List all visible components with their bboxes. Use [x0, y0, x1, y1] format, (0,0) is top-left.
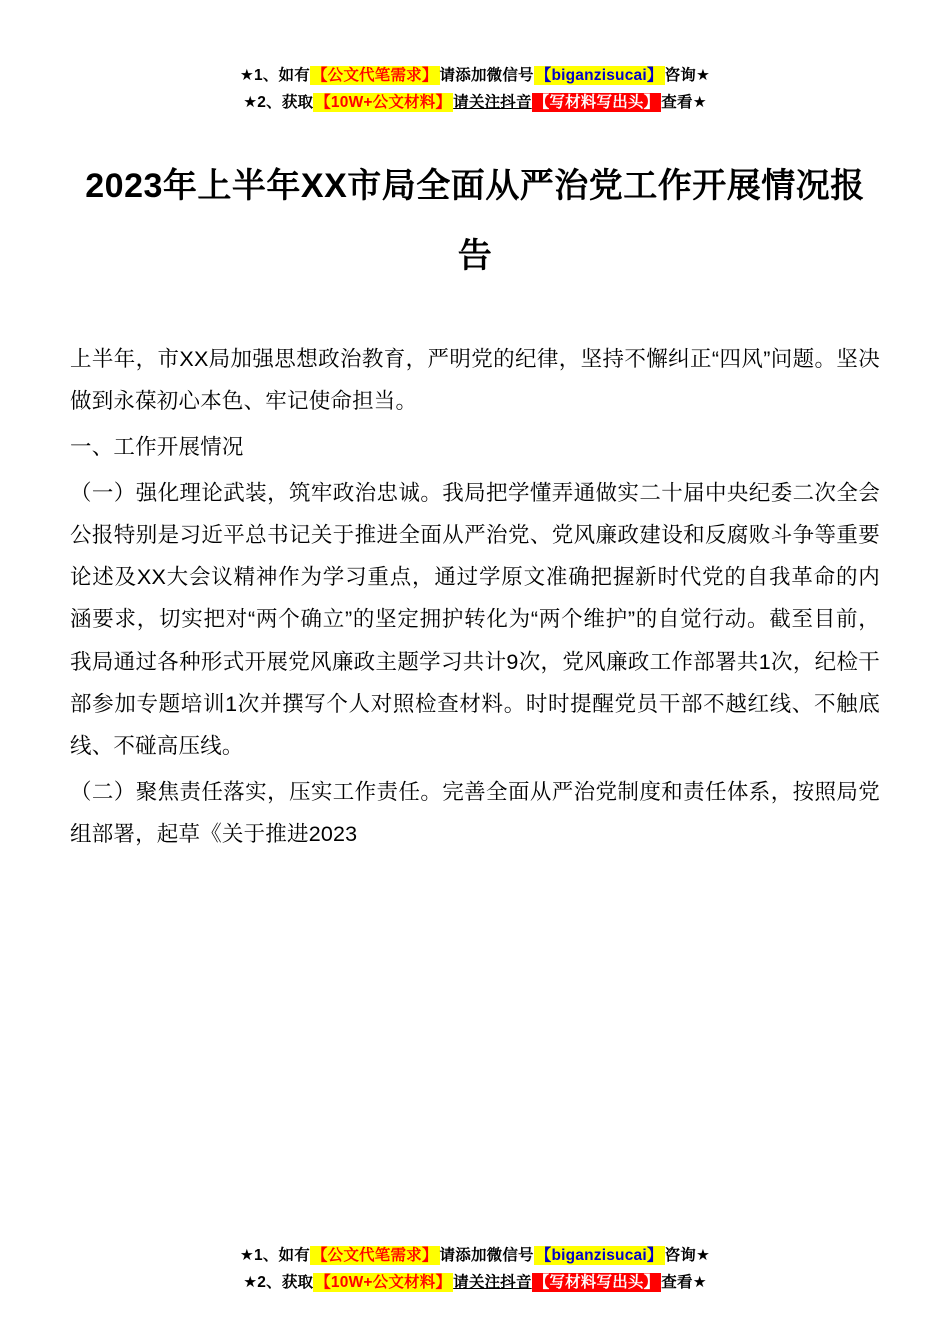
promo-top-line1-mid: 请添加微信号 — [439, 67, 534, 84]
promo-bottom-line2-highlight1: 【10W+公文材料】 — [315, 1273, 452, 1291]
promo-banner-bottom-line2 — [0, 1269, 950, 1296]
promo-top-line1-highlight1: 【公文代笔需求】 — [311, 67, 438, 84]
promo-top-line2-mid: 请关注抖音 — [453, 94, 532, 112]
paragraph-intro: 上半年，市XX局加强思想政治教育，严明党的纪律，坚持不懈纠正“四风”问题。坚决做到永葆初心本色、牢记使命担当。 — [70, 346, 880, 413]
promo-top-line2-highlight1: 【10W+公文材料】 — [315, 94, 452, 112]
promo-bottom-line1-highlight2: 【biganzisucai】 — [535, 1246, 663, 1264]
paragraph-1-2: （二）聚焦责任落实，压实工作责任。完善全面从严治党制度和责任体系，按照局党组部署，起草《关于推进2023 — [70, 779, 880, 846]
promo-top-line2-highlight2: 【写材料写出头】 — [533, 94, 660, 112]
promo-banner-top — [0, 0, 950, 116]
promo-bottom-line1-suffix: 咨询★ — [664, 1246, 711, 1264]
promo-banner-bottom — [0, 1242, 950, 1296]
promo-top-line1-prefix: ★1、如有 — [239, 67, 310, 84]
promo-bottom-line2-prefix: ★2、获取 — [243, 1273, 314, 1291]
promo-bottom-line2-suffix: 查看★ — [661, 1273, 707, 1291]
section-heading-1: 一、工作开展情况 — [70, 434, 244, 459]
page-title: 2023年上半年XX市局全面从严治党工作开展情况报告 — [85, 167, 865, 275]
promo-top-line2-prefix: ★2、获取 — [243, 94, 314, 112]
promo-bottom-line1-prefix: ★1、如有 — [239, 1246, 310, 1264]
promo-bottom-line1-highlight1: 【公文代笔需求】 — [311, 1246, 438, 1264]
promo-bottom-line1-mid: 请添加微信号 — [439, 1246, 534, 1264]
document-body — [70, 338, 880, 856]
promo-bottom-line2-highlight2: 【写材料写出头】 — [533, 1273, 660, 1291]
promo-top-line1-highlight2: 【biganzisucai】 — [535, 67, 663, 84]
promo-banner-bottom-line1 — [0, 1242, 950, 1269]
promo-banner-top-line1 — [0, 62, 950, 89]
paragraph-1-1: （一）强化理论武装，筑牢政治忠诚。我局把学懂弄通做实二十届中央纪委二次全会公报特别是习近平总书记关于推进全面从严治党、党风廉政建设和反腐败斗争等重要论述及XX大会议精神作为学习重点，通过学原文准确把握新时代党的自我革命的内涵要求，切实把对“两个确立”的坚定拥护转化为“两个维护”的自觉行动。截至目前，我局通过各种形式开展党风廉政主题学习共计9次，党风廉政工作部署共1次，纪检干部参加专题培训1次并撰写个人对照检查材料。时时提醒党员干部不越红线、不触底线、不碰高压线。 — [70, 481, 880, 758]
promo-top-line2-suffix: 查看★ — [661, 94, 707, 112]
promo-bottom-line2-mid: 请关注抖音 — [453, 1273, 532, 1291]
promo-top-line1-suffix: 咨询★ — [664, 67, 711, 84]
promo-banner-top-line2 — [0, 89, 950, 116]
